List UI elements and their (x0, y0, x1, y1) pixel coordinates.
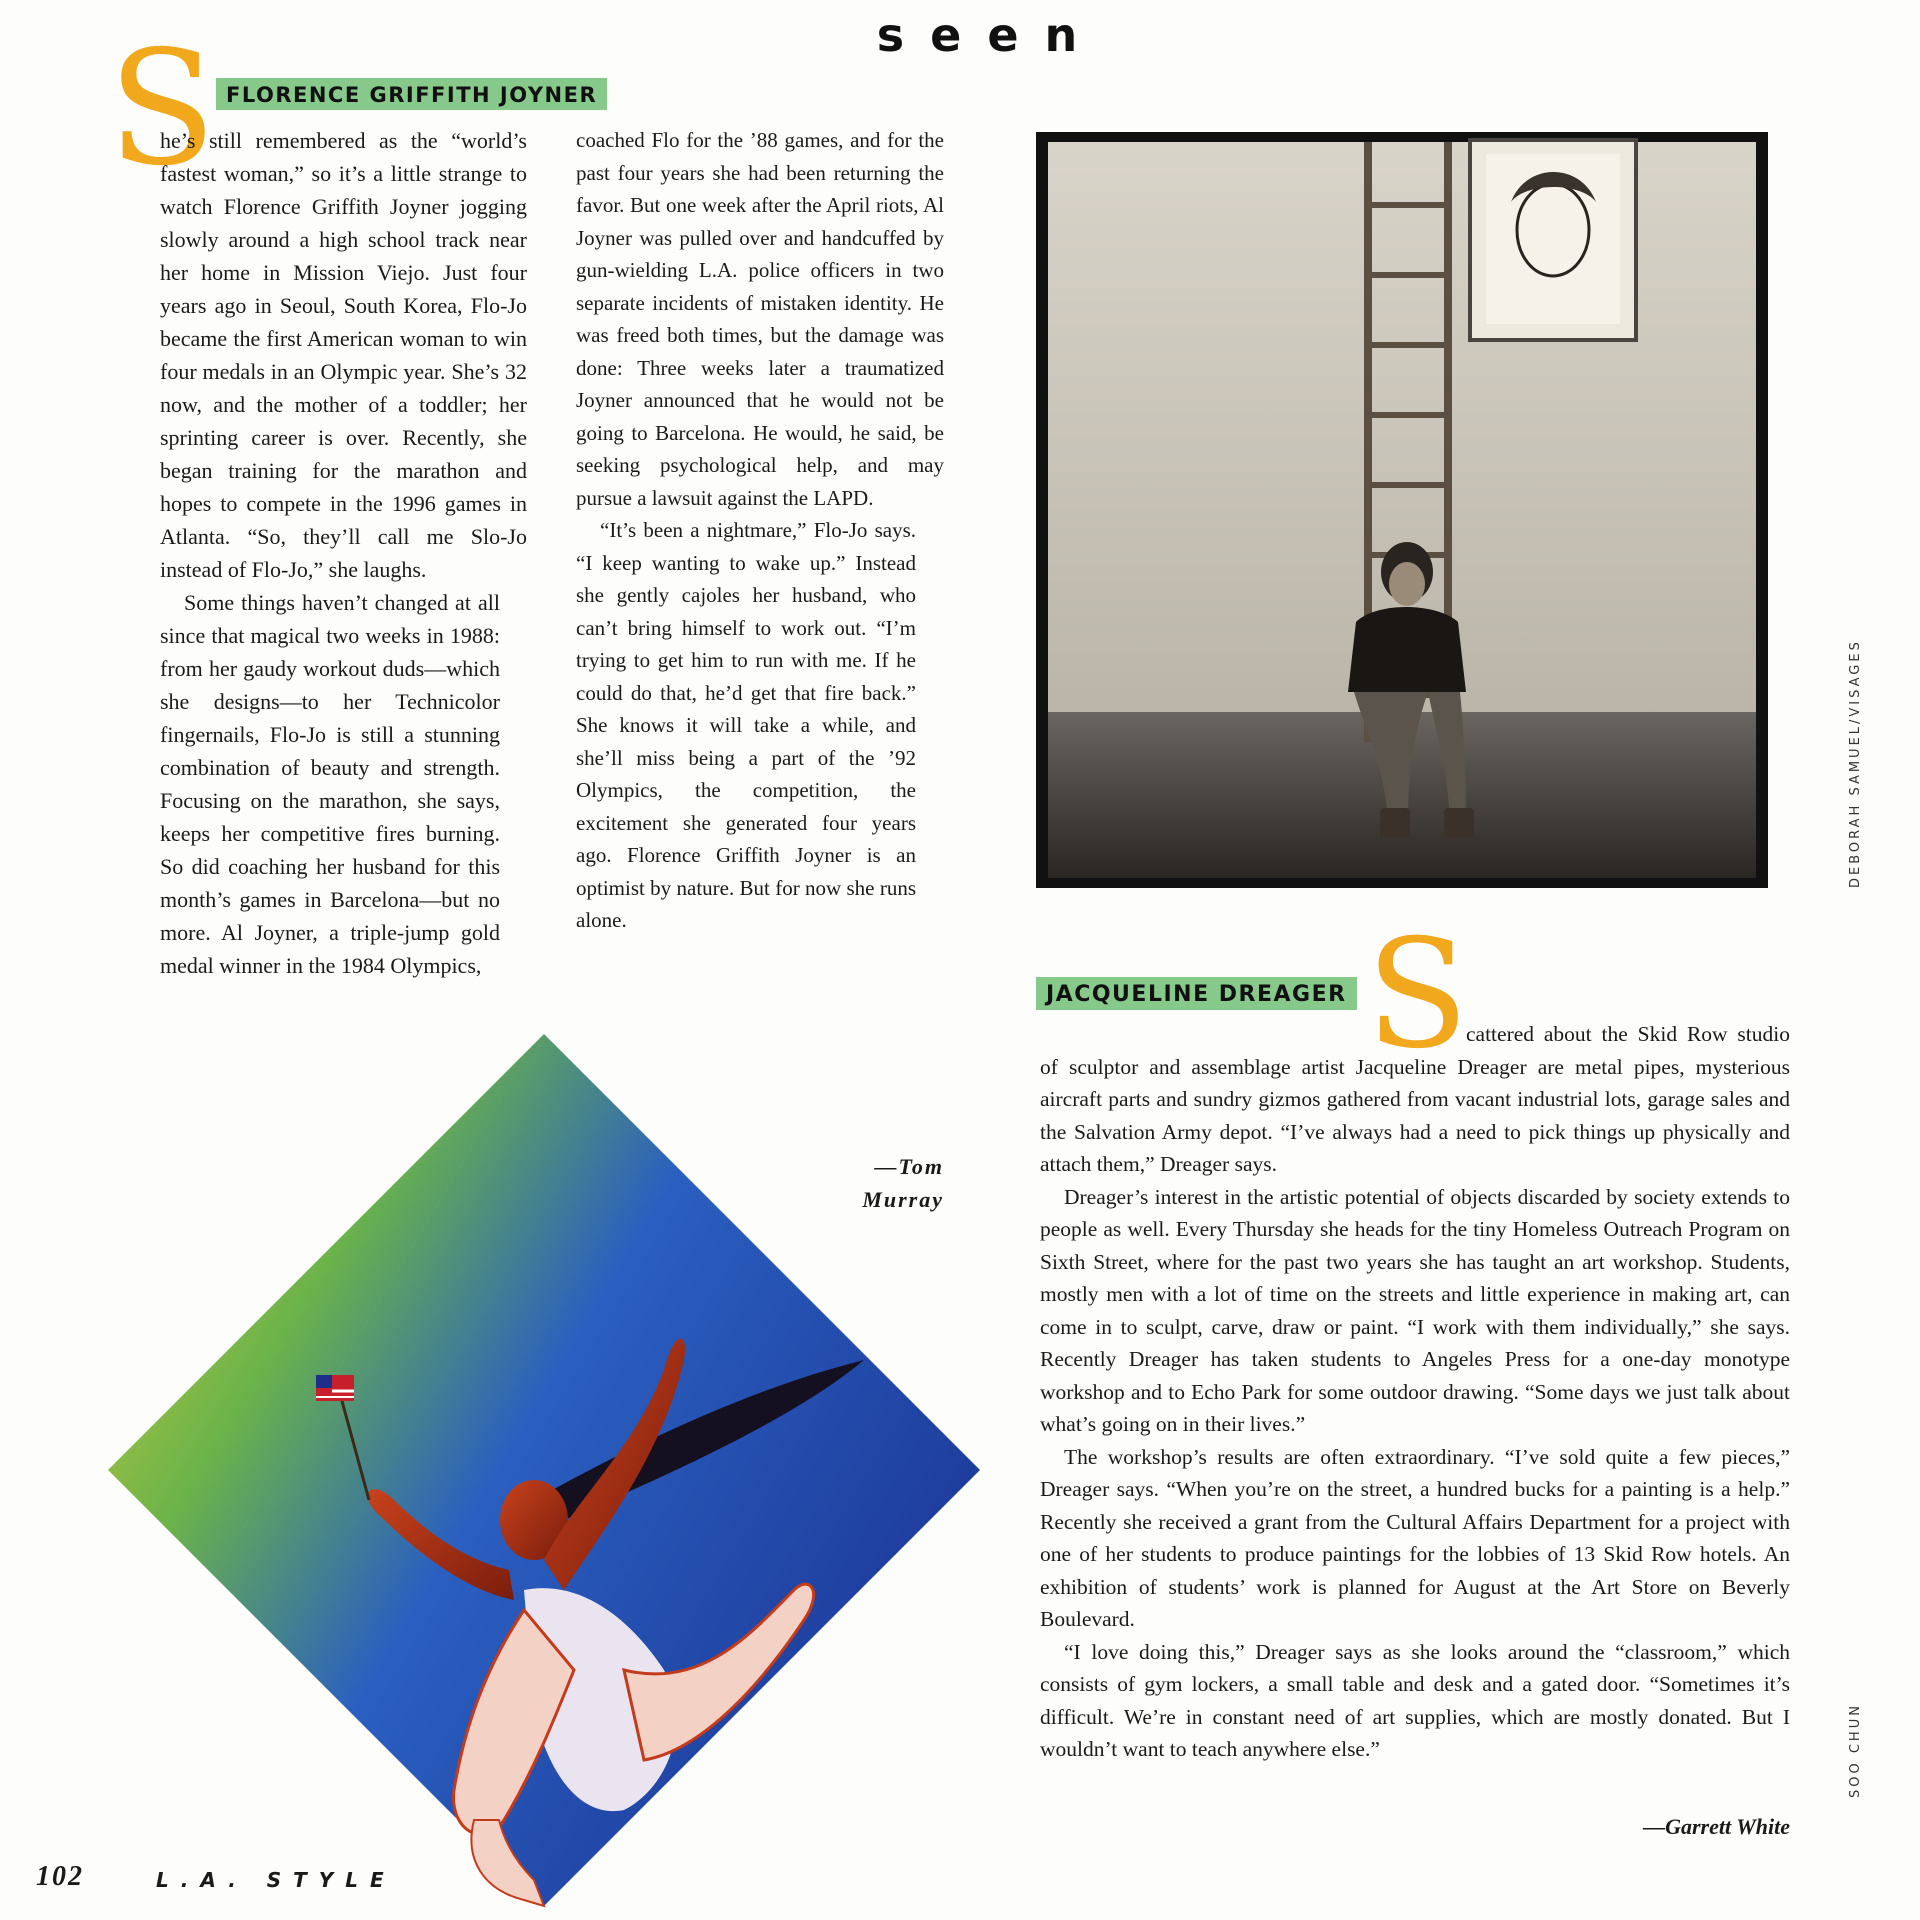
florence-paragraph-3: coached Flo for the ’88 games, and for the past four years she had been returning the favor. But one week after the April riots, Al Joyner was pulled over and handcuffed by gun-wielding L.A. police officers in two separate incidents of mistaken identity. He was freed both times, but the damage was done: Three weeks later a traumatized Joyner announced that he would not be going to Barcelona. He would, he said, be seeking psychological help, and may pursue a lawsuit against the LAPD. (576, 128, 944, 510)
florence-illustration (104, 1030, 984, 1910)
florence-paragraph-2: Some things haven’t changed at all since that magical two weeks in 1988: from her gaudy workout duds—which she designs—to her Technicolor fingernails, Flo-Jo is still a stunning combination of beauty and strength. Focusing on the marathon, she says, keeps her competitive fires burning. So did coaching her husband for this month’s games in Barcelona—but no more. Al Joyner, a triple-jump gold medal winner in the 1984 Olympics, (160, 590, 500, 978)
dreager-paragraph-1: cattered about the Skid Row studio of sculptor and assemblage artist Jacqueline Dreager are metal pipes, mysterious aircraft parts and sundry gizmos gathered from vacant industrial lots, garage sales and the Salvation Army depot. “I’ve always had a need to pick things up physically and attach them,” Dreager says. (1040, 1022, 1790, 1176)
dropcap-florence: S (108, 17, 217, 201)
florence-paragraph-4: “It’s been a nightmare,” Flo-Jo says. “I keep wanting to wake up.” Instead she gently cajoles her husband, who can’t bring himself to work out. “I’m trying to get him to run with me. If he could do that, he’d get that fire back.” She knows it will take a while, and she’ll miss being a part of the ’92 Olympics, the competition, the excitement she generated four years ago. Florence Griffith Joyner is an optimist by nature. But for now she runs alone. (576, 518, 916, 932)
page-number: 102 (36, 1861, 84, 1892)
dreager-paragraph-4: “I love doing this,” Dreager says as she looks around the “classroom,” which consists of gym lockers, a small table and desk and a gated door. “Sometimes it’s difficult. We’re in constant need of art supplies, which are mostly donated. But I wouldn’t want to teach anywhere else.” (1040, 1639, 1790, 1761)
illustration-credit: SOO CHUN (1848, 1703, 1863, 1798)
florence-byline-dash: —Tom (874, 1154, 944, 1179)
dreager-paragraph-3: The workshop’s results are often extraordinary. “I’ve sold quite a few pieces,” Dreager says. “When you’re on the street, a hundred bucks for a painting is a help.” Recently she received a grant from the Cultural Affairs Department for a project with one of her students to produce paintings for the lobbies of 13 Skid Row hotels. An exhibition of students’ work is planned for August at the Art Store on Beverly Boulevard. (1040, 1444, 1790, 1631)
florence-name-heading: FLORENCE GRIFFITH JOYNER (216, 78, 607, 110)
florence-column-1 (160, 124, 527, 982)
dreager-text (1040, 1018, 1790, 1766)
florence-paragraph-1: he’s still remembered as the “world’s fastest woman,” so it’s a little strange to watch Florence Griffith Joyner jogging slowly around a high school track near her home in Mission Viejo. Just four years ago in Seoul, South Korea, Flo-Jo became the first American woman to win four medals in an Olympic year. She’s 32 now, and the mother of a toddler; her sprinting career is over. Recently, she began training for the marathon and hopes to compete in the 1996 games in Atlanta. “So, they’ll call me Slo-Jo instead of Flo-Jo,” she laughs. (160, 128, 527, 582)
dreager-paragraph-2: Dreager’s interest in the artistic potential of objects discarded by society extends to people as well. Every Thursday she heads for the tiny Homeless Outreach Program on Sixth Street, where for the past two years she has taught an art workshop. Students, mostly men with a lot of time on the streets and little experience in making art, can come in to sculpt, carve, draw or paint. “I work with them individually,” she says. Recently Dreager has taken students to Angeles Press for a one-day monotype workshop and to Echo Park for some outdoor drawing. “Some days we just talk about what’s going on in their lives.” (1040, 1184, 1790, 1436)
florence-column-2 (576, 124, 944, 937)
dropcap-dreager: S (1366, 908, 1469, 1082)
section-title: seen (876, 8, 1104, 62)
florence-byline-name: Murray (862, 1187, 944, 1212)
dreager-name-heading: JACQUELINE DREAGER (1036, 977, 1357, 1010)
magazine-name: L.A. STYLE (156, 1868, 396, 1892)
dreager-photo (1036, 132, 1768, 888)
photo-credit: DEBORAH SAMUEL/VISAGES (1848, 639, 1863, 888)
dreager-byline: —Garrett White (1643, 1814, 1790, 1839)
